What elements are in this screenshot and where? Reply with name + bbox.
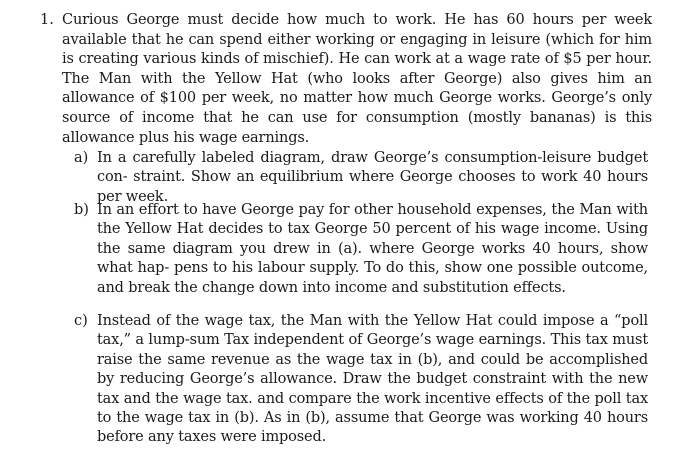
problem-1 [40, 11, 652, 148]
subquestion-label: b) [74, 202, 89, 218]
problem-number: 1. [40, 12, 54, 28]
subquestion-text: In a carefully labeled diagram, draw George’s consumption-leisure budget con- straint. Show an equilibrium where George chooses to work 40 hours per week. [97, 150, 648, 205]
subquestion-text: In an effort to have George pay for other household expenses, the Man with the Yellow Hat decides to tax George 50 percent of his wage income. Using the same diagram you drew in (a). where George works 40 hours, show what hap- pens to his labour supply. To do this, show one possible outcome, and break the change down into income and substitution effects. [97, 202, 648, 296]
subquestion-a [74, 149, 648, 207]
subquestion-label: c) [74, 313, 88, 329]
subquestion-text: Instead of the wage tax, the Man with the Yellow Hat could impose a “poll tax,” a lump-sum Tax independent of George’s wage earnings. This tax must raise the same revenue as the wage tax in (b), and could be accomplished by reducing George’s allowance. Draw the budget constraint with the new tax and the wage tax. and compare the work incentive effects of the poll tax to the wage tax in (b). As in (b), assume that George was working 40 hours before any taxes were imposed. [97, 313, 648, 446]
subquestion-b [74, 201, 648, 298]
subquestion-c [74, 312, 648, 448]
problem-statement: Curious George must decide how much to work. He has 60 hours per week available that he can spend either working or engaging in leisure (which for him is creating various kinds of mischief). He can work at a wage rate of $5 per hour. The Man with the Yellow Hat (who looks after George) also gives him an allowance of $100 per week, no matter how much George works. George’s only source of income that he can use for consumption (mostly bananas) is this allowance plus his wage earnings. [62, 12, 652, 146]
subquestion-label: a) [74, 150, 89, 166]
